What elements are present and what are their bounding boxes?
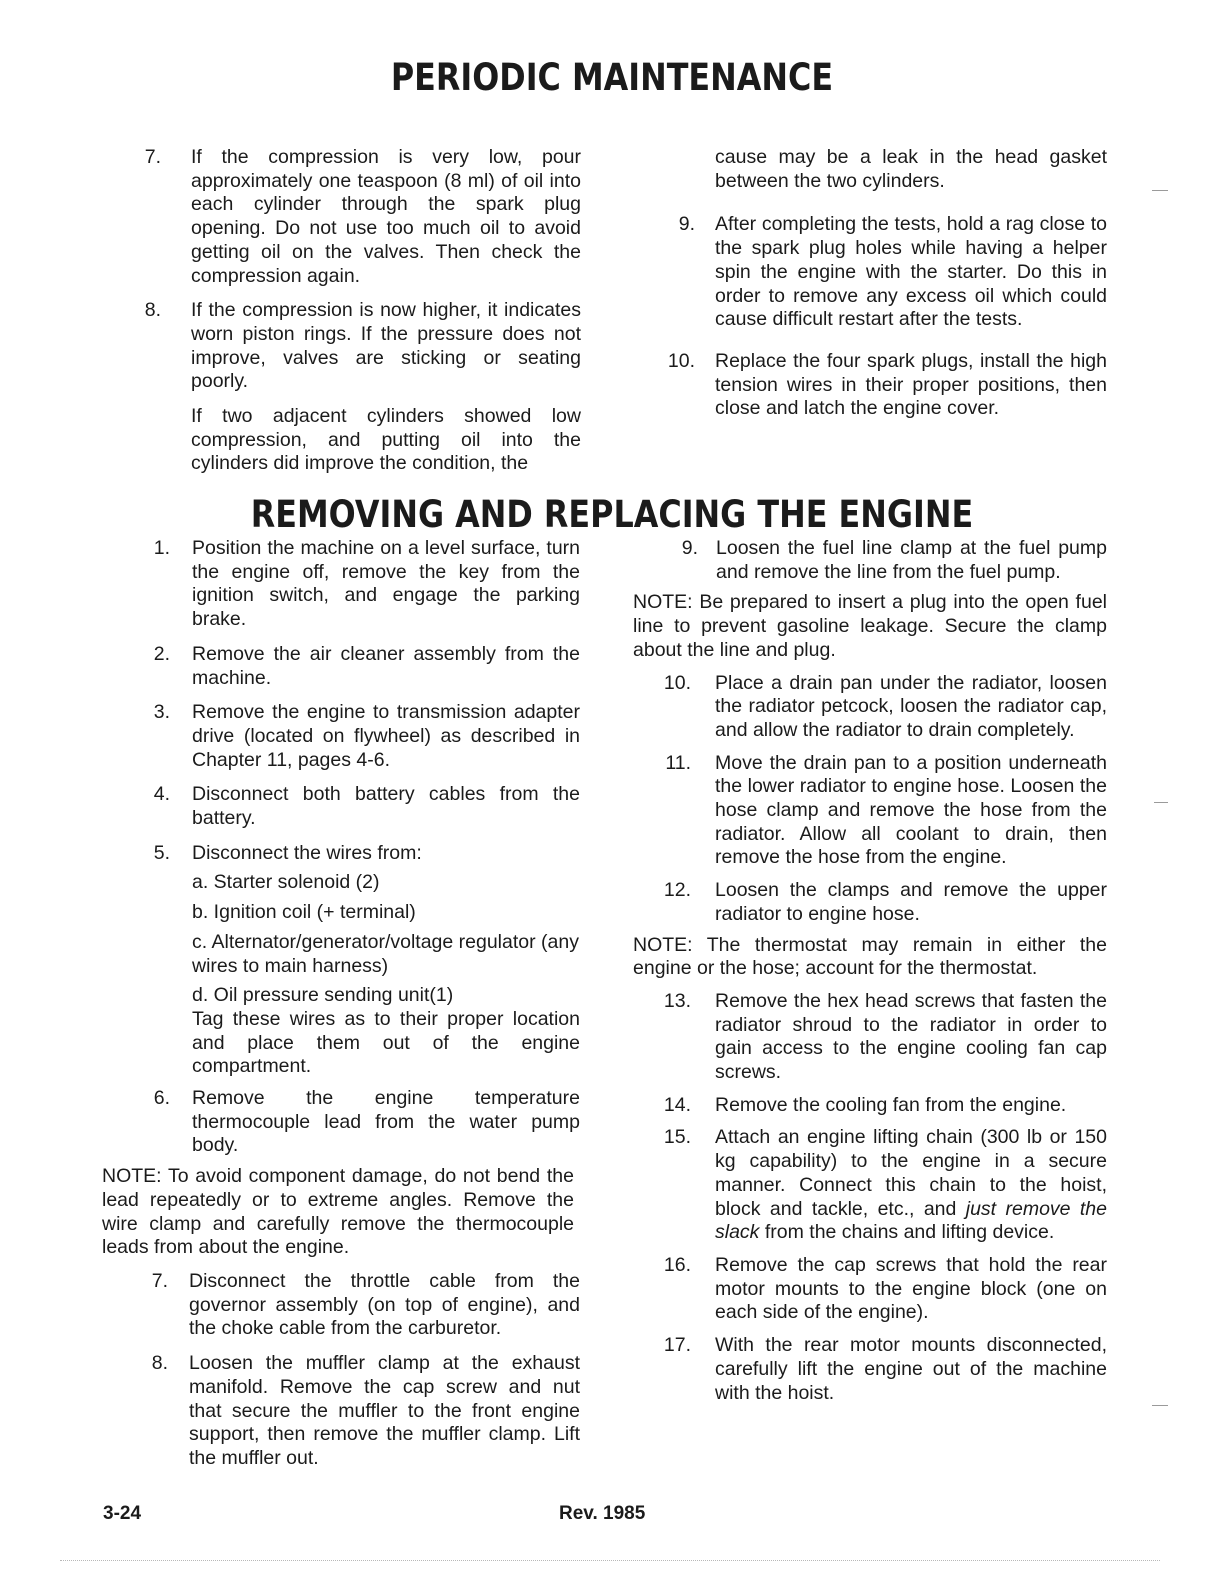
step-text: Place a drain pan under the radiator, loosen the radiator petcock, loosen the radiator cap, and allow the radiator to drain completely.	[715, 671, 1107, 741]
list-item	[633, 537, 1107, 584]
list-item	[633, 752, 1107, 871]
step-text: Remove the engine to transmission adapter drive (located on flywheel) as described in Chapter 11, pages 4-6.	[192, 701, 580, 771]
step-number: 9.	[678, 213, 695, 236]
list-item	[102, 842, 580, 866]
step-text: Loosen the clamps and remove the upper radiator to engine hose.	[715, 879, 1107, 925]
step-text: If the compression is now higher, it indicates worn piston rings. If the pressure does not improve, valves are sticking or seating poorly.	[191, 299, 581, 393]
step-text: If the compression is very low, pour approximately one teaspoon (8 ml) of oil into each cylinder through the spark plug opening. Do not use too much oil to avoid getting oil on the valves. Then check the compression again.	[191, 146, 581, 287]
list-item	[147, 405, 581, 476]
list-item	[633, 1094, 1107, 1118]
step-text: Loosen the fuel line clamp at the fuel pump and remove the line from the fuel pump.	[716, 537, 1107, 583]
step-number: 7.	[144, 146, 161, 168]
step-text: Position the machine on a level surface, turn the engine off, remove the key from the ignition switch, and engage the parking brake.	[192, 537, 580, 631]
sub-item: a. Starter solenoid (2)	[192, 871, 380, 894]
note-paragraph: NOTE: The thermostat may remain in either the engine or the hose; account for the thermostat.	[633, 933, 1107, 980]
step-text: Disconnect the throttle cable from the governor assembly (on top of engine), and the choke cable from the carburetor.	[189, 1269, 580, 1340]
step-number: 2.	[153, 642, 170, 665]
step-text-part: Attach an engine lifting chain (300 lb or 150 kg capability) to the engine in a secure manner. Connect this chain to the hoist, block and tackle, etc., and	[715, 1126, 1107, 1220]
step-number: 8.	[144, 299, 161, 322]
list-item	[102, 537, 580, 632]
step-text: Remove the cooling fan from the engine.	[715, 1093, 1067, 1116]
step-number: 9.	[681, 537, 698, 559]
section-title: REMOVING AND REPLACING THE ENGINE	[250, 493, 974, 536]
revision-label: Rev. 1985	[559, 1503, 646, 1524]
step-number: 5.	[153, 841, 170, 864]
removal-left-column	[102, 537, 580, 1471]
step-text: Replace the four spark plugs, install the high tension wires in their proper positions, then close and latch the engine cover.	[715, 349, 1107, 420]
list-item	[633, 1126, 1107, 1245]
list-item	[102, 1270, 580, 1341]
step-number: 16.	[663, 1253, 691, 1276]
note-paragraph: NOTE: To avoid component damage, do not bend the lead repeatedly or to extreme angles. Remove the wire clamp and carefully remove the thermocouple leads from about the engine.	[102, 1165, 574, 1259]
list-item	[144, 299, 581, 394]
note-paragraph: NOTE: Be prepared to insert a plug into the open fuel line to prevent gasoline leakage. Secure the clamp about the line and plug.	[633, 591, 1107, 661]
list-item	[102, 643, 580, 690]
compression-right-column	[668, 146, 1107, 421]
sub-item: d. Oil pressure sending unit(1)	[192, 984, 454, 1007]
step-text: Remove the engine temperature thermocouple lead from the water pump body.	[192, 1087, 580, 1157]
list-item	[102, 1352, 580, 1471]
removal-right-column	[633, 537, 1107, 1405]
step-number: 13.	[663, 989, 691, 1012]
step-text-part: from the chains and lifting device.	[759, 1221, 1055, 1244]
step-text: Remove the hex head screws that fasten the radiator shroud to the radiator in order to gain access to the engine cooling fan cap screws.	[715, 989, 1107, 1084]
sub-item: b. Ignition coil (+ terminal)	[192, 901, 416, 924]
step-number: 12.	[663, 879, 691, 902]
list-item	[633, 1334, 1107, 1405]
list-item	[668, 146, 1107, 193]
step-number: 15.	[663, 1126, 691, 1149]
scan-mark	[1152, 1405, 1168, 1406]
list-item	[633, 879, 1107, 926]
step-text	[715, 1126, 1107, 1245]
scan-mark	[1152, 190, 1168, 191]
step-number: 6.	[153, 1087, 170, 1110]
list-item	[102, 701, 580, 772]
list-item	[144, 146, 581, 288]
scan-edge-dots	[60, 1560, 1160, 1563]
list-item	[633, 1254, 1107, 1325]
emphasis-text: just remove the slack	[715, 1197, 1108, 1244]
step-text: With the rear motor mounts disconnected, carefully lift the engine out of the machine with the hoist.	[715, 1334, 1107, 1404]
step-text: Disconnect the wires from:	[192, 841, 422, 864]
page-number: 3-24	[103, 1503, 142, 1524]
step-text: Remove the air cleaner assembly from the machine.	[192, 642, 580, 689]
step-number: 11.	[665, 751, 691, 774]
step-number: 4.	[153, 783, 170, 806]
step-number: 3.	[153, 701, 170, 724]
step-text: Remove the cap screws that hold the rear motor mounts to the engine block (one on each side of the engine).	[715, 1253, 1107, 1324]
step-text: Disconnect both battery cables from the battery.	[192, 783, 580, 830]
list-item	[633, 990, 1107, 1085]
wire-sub-list	[102, 871, 580, 1079]
list-item	[668, 350, 1107, 421]
step-number: 17.	[663, 1334, 691, 1357]
step-number: 14.	[663, 1093, 691, 1116]
step-number: 10.	[663, 671, 691, 694]
step-number: 8.	[151, 1352, 168, 1375]
page-title: PERIODIC MAINTENANCE	[390, 56, 834, 99]
step-number: 10.	[667, 349, 695, 372]
paragraph: cause may be a leak in the head gasket between the two cylinders.	[715, 146, 1107, 192]
step-number: 7.	[151, 1269, 168, 1292]
step-text: Move the drain pan to a position underneath the lower radiator to engine hose. Loosen the hose clamp and remove the hose from the radiator. Allow all coolant to drain, then remove the hose from the engine.	[715, 751, 1107, 869]
list-item	[102, 1087, 580, 1158]
compression-left-column	[144, 146, 581, 476]
paragraph: If two adjacent cylinders showed low compression, and putting oil into the cylinders did improve the condition, the	[191, 405, 581, 475]
scan-mark	[1154, 802, 1168, 803]
sub-item: c. Alternator/generator/voltage regulator (any wires to main harness)	[192, 930, 579, 977]
step-text: Loosen the muffler clamp at the exhaust manifold. Remove the cap screw and nut that secure the muffler to the front engine support, then remove the muffler clamp. Lift the muffler out.	[189, 1352, 580, 1469]
step-number: 1.	[153, 537, 170, 559]
tag-instruction: Tag these wires as to their proper location and place them out of the engine compartment.	[192, 1007, 580, 1078]
list-item	[668, 213, 1107, 332]
list-item	[633, 672, 1107, 743]
list-item	[102, 783, 580, 830]
step-text: After completing the tests, hold a rag close to the spark plug holes while having a helper spin the engine with the starter. Do this in order to remove any excess oil which could cause difficult restart after the tests.	[715, 213, 1107, 331]
